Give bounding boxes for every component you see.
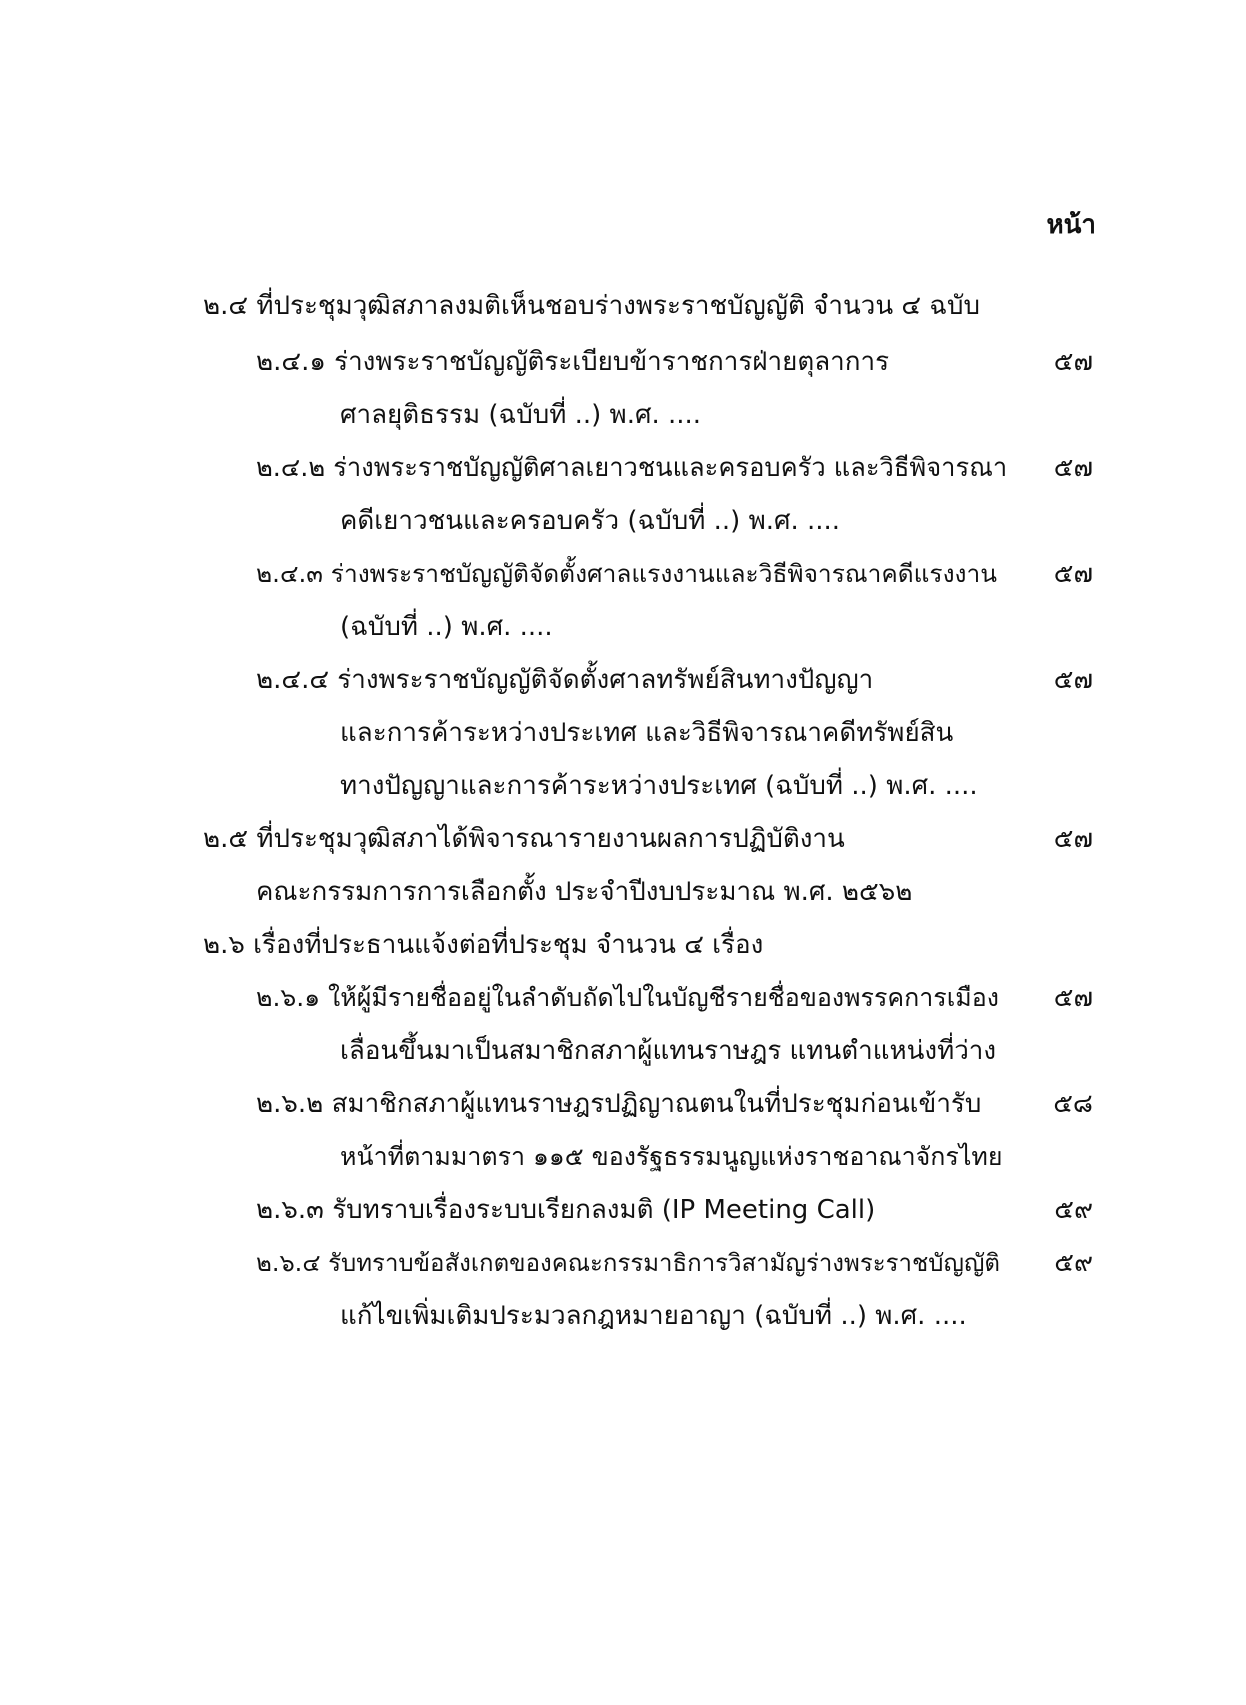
- toc-page-2-6-2: ๕๘: [1053, 1089, 1093, 1119]
- toc-entry-2-6-1: ๒.๖.๑ ให้ผู้มีรายชื่ออยู่ในลำดับถัดไปในบัญชีรายชื่อของพรรคการเมือง: [256, 983, 999, 1012]
- toc-entry-2-6-3: ๒.๖.๓ รับทราบเรื่องระบบเรียกลงมติ (IP Meeting Call): [256, 1195, 876, 1225]
- toc-entry-2-6-4-cont: แก้ไขเพิ่มเติมประมวลกฎหมายอาญา (ฉบับที่ ..) พ.ศ. ....: [340, 1301, 967, 1331]
- toc-entry-2-4-4-cont2: ทางปัญญาและการค้าระหว่างประเทศ (ฉบับที่ ..) พ.ศ. ....: [340, 771, 978, 801]
- toc-entry-2-6-4: ๒.๖.๔ รับทราบข้อสังเกตของคณะกรรมาธิการวิสามัญร่างพระราชบัญญัติ: [256, 1249, 1000, 1277]
- toc-entry-2-6-1-cont: เลื่อนขึ้นมาเป็นสมาชิกสภาผู้แทนราษฎร แทนตำแหน่งที่ว่าง: [340, 1036, 997, 1066]
- toc-entry-2-4-2: ๒.๔.๒ ร่างพระราชบัญญัติศาลเยาวชนและครอบครัว และวิธีพิจารณา: [256, 453, 1008, 483]
- toc-page-2-6-1: ๕๗: [1053, 983, 1093, 1013]
- page-column-label: หน้า: [1046, 210, 1096, 240]
- toc-entry-2-4-3: ๒.๔.๓ ร่างพระราชบัญญัติจัดตั้งศาลแรงงานและวิธีพิจารณาคดีแรงงาน: [256, 559, 998, 588]
- toc-page-2-4-1: ๕๗: [1053, 347, 1093, 377]
- toc-entry-2-5-cont: คณะกรรมการการเลือกตั้ง ประจำปีงบประมาณ พ.ศ. ๒๕๖๒: [256, 877, 913, 907]
- toc-entry-2-6-2-cont: หน้าที่ตามมาตรา ๑๑๕ ของรัฐธรรมนูญแห่งราชอาณาจักรไทย: [340, 1142, 1003, 1171]
- toc-entry-2-6-2: ๒.๖.๒ สมาชิกสภาผู้แทนราษฎรปฏิญาณตนในที่ประชุมก่อนเข้ารับ: [256, 1089, 982, 1119]
- toc-page-2-5: ๕๗: [1053, 824, 1093, 854]
- toc-page-2-4-2: ๕๗: [1053, 453, 1093, 483]
- toc-entry-2-5: ๒.๕ ที่ประชุมวุฒิสภาได้พิจารณารายงานผลการปฏิบัติงาน: [203, 824, 845, 854]
- toc-page-2-6-3: ๕๙: [1054, 1195, 1093, 1225]
- toc-entry-2-4-1-cont: ศาลยุติธรรม (ฉบับที่ ..) พ.ศ. ....: [340, 400, 702, 430]
- toc-entry-2-4-4: ๒.๔.๔ ร่างพระราชบัญญัติจัดตั้งศาลทรัพย์สินทางปัญญา: [256, 665, 874, 695]
- toc-entry-2-4-4-cont1: และการค้าระหว่างประเทศ และวิธีพิจารณาคดีทรัพย์สิน: [340, 718, 954, 748]
- toc-page-2-6-4: ๕๙: [1054, 1248, 1093, 1278]
- toc-page-2-4-3: ๕๗: [1053, 559, 1093, 589]
- toc-entry-2-4-1: ๒.๔.๑ ร่างพระราชบัญญัติระเบียบข้าราชการฝ่ายตุลาการ: [256, 347, 890, 377]
- toc-entry-2-4: ๒.๔ ที่ประชุมวุฒิสภาลงมติเห็นชอบร่างพระราชบัญญัติ จำนวน ๔ ฉบับ: [203, 291, 981, 321]
- toc-entry-2-6: ๒.๖ เรื่องที่ประธานแจ้งต่อที่ประชุม จำนวน ๔ เรื่อง: [203, 930, 764, 960]
- toc-entry-2-4-2-cont: คดีเยาวชนและครอบครัว (ฉบับที่ ..) พ.ศ. ....: [340, 506, 841, 536]
- toc-entry-2-4-3-cont: (ฉบับที่ ..) พ.ศ. ....: [340, 612, 553, 642]
- toc-page-2-4-4: ๕๗: [1053, 665, 1093, 695]
